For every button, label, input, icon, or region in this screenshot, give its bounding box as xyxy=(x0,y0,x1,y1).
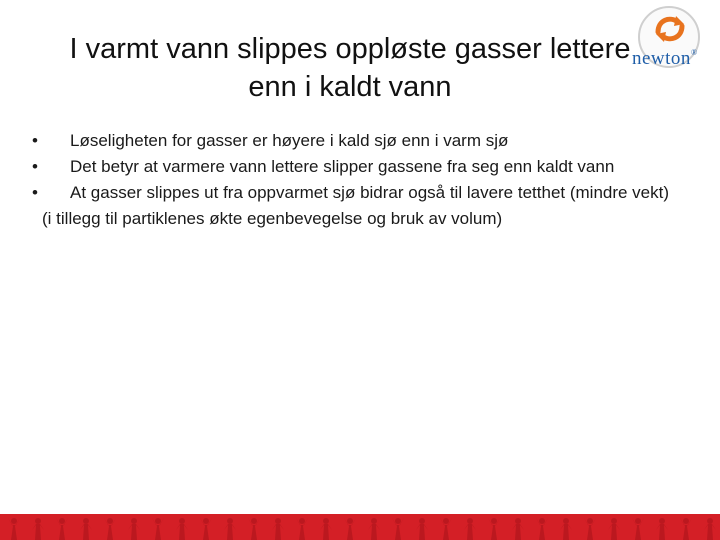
logo-registered-mark: ® xyxy=(690,48,698,57)
person-silhouette xyxy=(200,518,212,540)
newton-logo xyxy=(628,4,718,76)
person-silhouette xyxy=(320,518,332,540)
person-silhouette xyxy=(536,518,548,540)
bullet-text: Løseligheten for gasser er høyere i kald sjø enn i varm sjø xyxy=(70,131,509,150)
person-silhouette xyxy=(368,518,380,540)
person-silhouette xyxy=(224,518,236,540)
person-silhouette xyxy=(392,518,404,540)
newton-logo-icon xyxy=(652,12,688,46)
bullet-item xyxy=(30,182,690,204)
person-silhouette xyxy=(512,518,524,540)
person-silhouette xyxy=(608,518,620,540)
person-silhouette xyxy=(152,518,164,540)
person-silhouette xyxy=(128,518,140,540)
bullet-list xyxy=(30,130,690,204)
note-text: (i tillegg til partiklenes økte egenbevegelse og bruk av volum) xyxy=(42,209,503,228)
bullet-item xyxy=(30,130,690,152)
people-silhouette-pattern xyxy=(0,514,720,540)
person-silhouette xyxy=(80,518,92,540)
person-silhouette xyxy=(104,518,116,540)
person-silhouette xyxy=(440,518,452,540)
person-silhouette xyxy=(704,518,716,540)
person-silhouette xyxy=(176,518,188,540)
person-silhouette xyxy=(632,518,644,540)
person-silhouette xyxy=(8,518,20,540)
person-silhouette xyxy=(32,518,44,540)
slide-title xyxy=(30,30,670,106)
person-silhouette xyxy=(680,518,692,540)
footer-banner xyxy=(0,514,720,540)
person-silhouette xyxy=(296,518,308,540)
person-silhouette xyxy=(488,518,500,540)
logo-word: newton xyxy=(632,48,691,69)
person-silhouette xyxy=(560,518,572,540)
bullet-marker: • xyxy=(32,157,38,176)
bullet-marker: • xyxy=(32,183,38,202)
person-silhouette xyxy=(656,518,668,540)
bullet-text: At gasser slippes ut fra oppvarmet sjø bidrar også til lavere tetthet (mindre vekt) xyxy=(70,183,670,202)
person-silhouette xyxy=(56,518,68,540)
slide-body xyxy=(30,130,690,230)
title-line-2: enn i kaldt vann xyxy=(248,71,452,103)
title-line-1: I varmt vann slippes oppløste gasser lettere xyxy=(69,33,631,65)
bullet-marker: • xyxy=(32,131,38,150)
person-silhouette xyxy=(584,518,596,540)
bullet-text: Det betyr at varmere vann lettere slipper gassene fra seg enn kaldt vann xyxy=(70,157,615,176)
person-silhouette xyxy=(344,518,356,540)
bullet-item xyxy=(30,156,690,178)
person-silhouette xyxy=(248,518,260,540)
person-silhouette xyxy=(416,518,428,540)
person-silhouette xyxy=(464,518,476,540)
person-silhouette xyxy=(272,518,284,540)
logo-wordmark xyxy=(632,48,698,70)
